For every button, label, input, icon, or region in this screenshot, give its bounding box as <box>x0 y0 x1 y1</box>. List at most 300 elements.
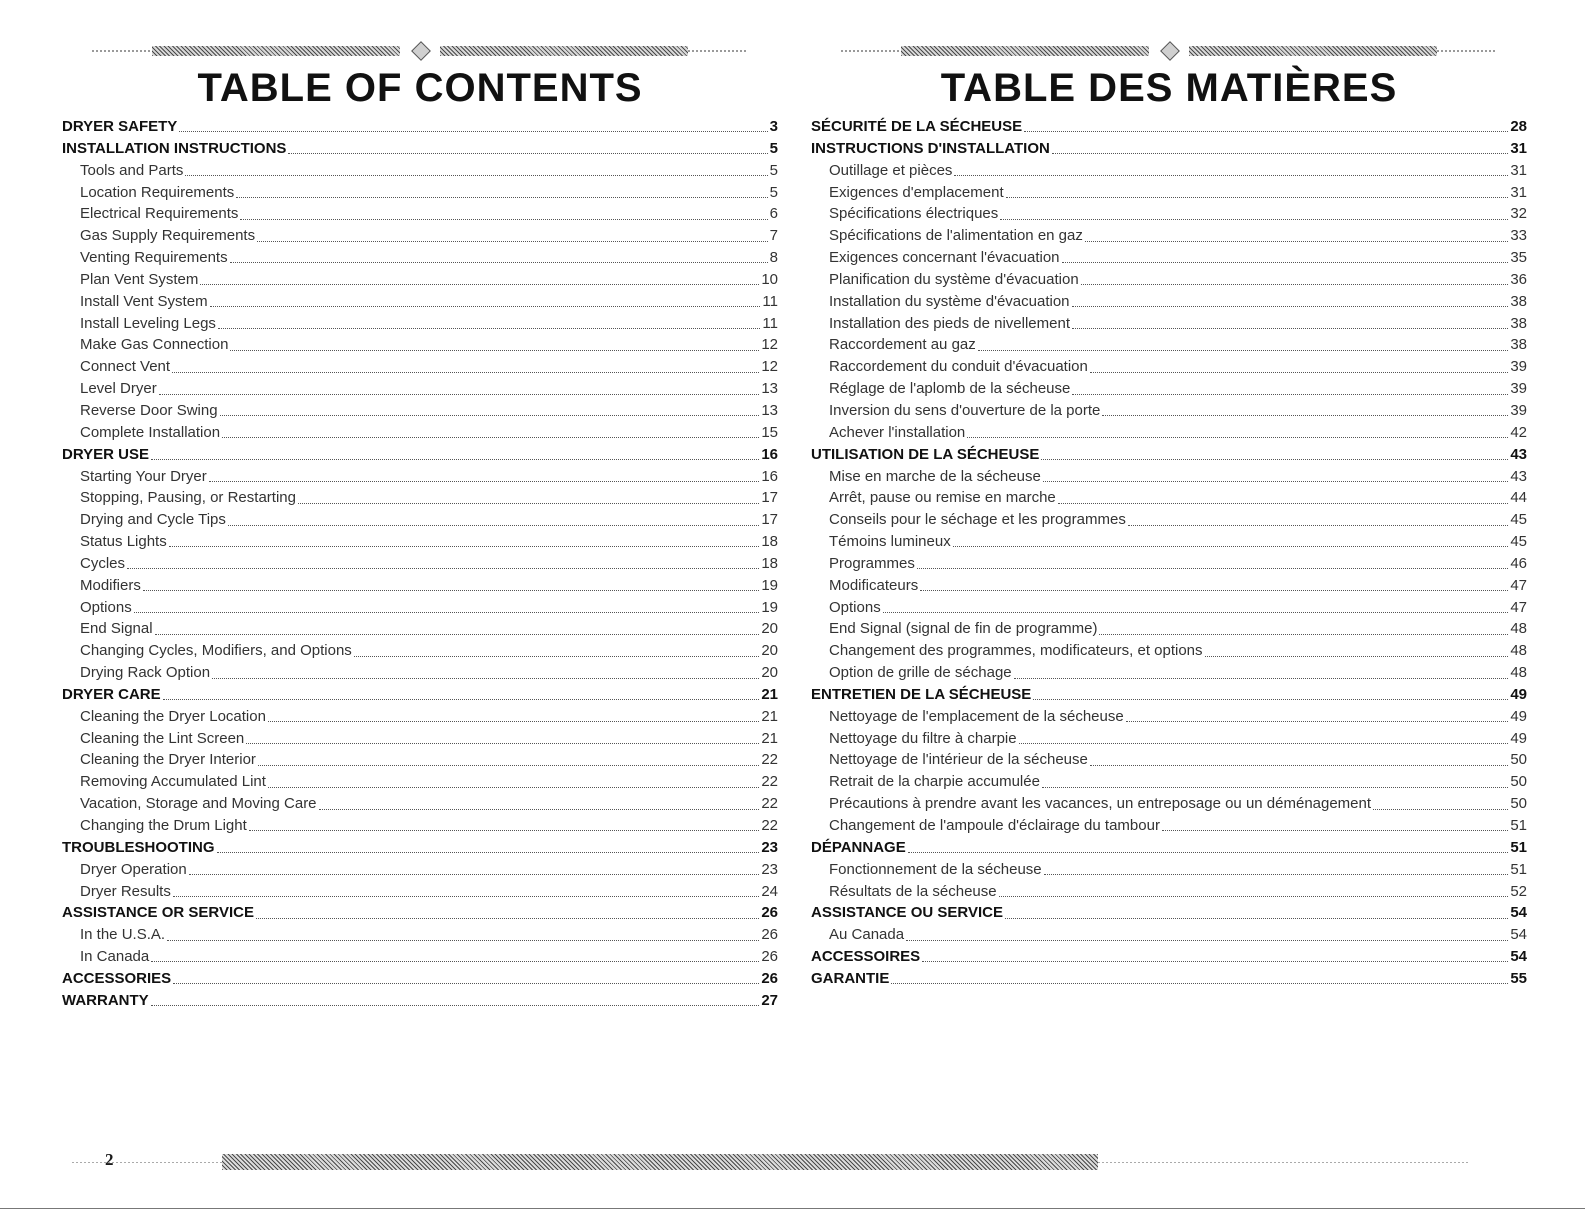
dot-leader <box>143 590 759 591</box>
dot-leader <box>268 787 759 788</box>
dot-leader <box>967 437 1508 438</box>
toc-subsection-entry[interactable] <box>62 618 778 640</box>
dot-leader <box>1102 415 1508 416</box>
toc-entry-page: 47 <box>1510 576 1527 594</box>
toc-entry-label: Modifiers <box>80 576 141 594</box>
toc-entry-label: Achever l'installation <box>829 423 966 441</box>
toc-entry-label: In Canada <box>80 948 150 966</box>
toc-entry-page: 45 <box>1510 511 1527 529</box>
toc-entry-page: 52 <box>1510 882 1527 900</box>
toc-subsection-entry[interactable] <box>811 378 1527 400</box>
dot-leader <box>167 940 759 941</box>
dot-leader <box>920 590 1508 591</box>
toc-entry-label: INSTALLATION INSTRUCTIONS <box>62 139 287 157</box>
toc-entry-page: 20 <box>761 642 778 660</box>
toc-entry-label: Exigences d'emplacement <box>829 183 1004 201</box>
toc-section-entry[interactable] <box>811 444 1527 466</box>
toc-subsection-entry[interactable] <box>62 422 778 444</box>
dot-leader <box>1072 328 1508 329</box>
toc-subsection-entry[interactable] <box>811 881 1527 903</box>
toc-entry-label: Location Requirements <box>80 183 235 201</box>
toc-entry-label: Cleaning the Lint Screen <box>80 729 245 747</box>
toc-entry-page: 54 <box>1510 904 1527 922</box>
toc-subsection-entry[interactable] <box>811 531 1527 553</box>
toc-entry-label: Nettoyage du filtre à charpie <box>829 729 1017 747</box>
toc-subsection-entry[interactable] <box>811 618 1527 640</box>
toc-subsection-entry[interactable] <box>811 662 1527 684</box>
dot-leader <box>169 546 760 547</box>
toc-entry-page: 44 <box>1510 489 1527 507</box>
dot-leader <box>954 175 1508 176</box>
toc-section-entry[interactable] <box>62 444 778 466</box>
toc-entry-page: 20 <box>761 620 778 638</box>
toc-subsection-entry[interactable] <box>62 706 778 728</box>
toc-subsection-entry[interactable] <box>811 334 1527 356</box>
diamond-ornament-icon <box>411 41 431 61</box>
toc-subsection-entry[interactable] <box>811 422 1527 444</box>
toc-entry-page: 22 <box>761 795 778 813</box>
toc-entry-label: Changement des programmes, modificateurs, et options <box>829 642 1203 660</box>
toc-subsection-entry[interactable] <box>811 728 1527 750</box>
toc-section-entry[interactable] <box>811 116 1527 138</box>
toc-entry-label: ASSISTANCE OR SERVICE <box>62 904 254 922</box>
toc-entry-label: Retrait de la charpie accumulée <box>829 773 1040 791</box>
toc-entry-label: Arrêt, pause ou remise en marche <box>829 489 1056 507</box>
toc-entry-label: ACCESSORIES <box>62 969 172 987</box>
toc-subsection-entry[interactable] <box>811 400 1527 422</box>
toc-section-entry[interactable] <box>811 138 1527 160</box>
toc-subsection-entry[interactable] <box>62 356 778 378</box>
dot-leader <box>151 459 759 460</box>
dot-leader <box>1005 918 1508 919</box>
toc-entry-label: Cycles <box>80 554 126 572</box>
toc-entry-page: 12 <box>761 336 778 354</box>
dot-leader <box>891 983 1508 984</box>
dot-leader <box>134 612 760 613</box>
toc-entry-label: End Signal (signal de fin de programme) <box>829 620 1098 638</box>
dot-leader <box>249 830 760 831</box>
toc-entry-page: 54 <box>1510 926 1527 944</box>
dot-leader <box>1072 394 1508 395</box>
toc-entry-page: 48 <box>1510 664 1527 682</box>
english-column <box>62 40 778 1012</box>
toc-entry-page: 38 <box>1510 292 1527 310</box>
toc-title-english: TABLE OF CONTENTS <box>197 66 643 110</box>
toc-subsection-entry[interactable] <box>62 378 778 400</box>
toc-title-french: TABLE DES MATIÈRES <box>940 66 1398 110</box>
toc-entry-label: Status Lights <box>80 533 167 551</box>
toc-entry-page: 42 <box>1510 423 1527 441</box>
toc-entry-label: Venting Requirements <box>80 249 228 267</box>
toc-section-entry[interactable] <box>811 968 1527 990</box>
toc-entry-page: 26 <box>761 969 778 987</box>
toc-entry-label: Reverse Door Swing <box>80 401 218 419</box>
toc-subsection-entry[interactable] <box>62 225 778 247</box>
toc-subsection-entry[interactable] <box>811 749 1527 771</box>
toc-entry-label: Drying and Cycle Tips <box>80 511 226 529</box>
toc-entry-page: 23 <box>761 860 778 878</box>
toc-subsection-entry[interactable] <box>811 313 1527 335</box>
toc-subsection-entry[interactable] <box>62 575 778 597</box>
toc-subsection-entry[interactable] <box>62 597 778 619</box>
toc-subsection-entry[interactable] <box>811 160 1527 182</box>
toc-subsection-entry[interactable] <box>811 356 1527 378</box>
toc-entry-page: 49 <box>1510 685 1527 703</box>
dot-leader <box>1000 219 1508 220</box>
dot-leader <box>220 415 760 416</box>
toc-entry-label: DRYER USE <box>62 445 149 463</box>
toc-subsection-entry[interactable] <box>62 662 778 684</box>
toc-entry-page: 16 <box>761 467 778 485</box>
toc-entry-label: Installation du système d'évacuation <box>829 292 1070 310</box>
toc-entry-page: 51 <box>1510 838 1527 856</box>
toc-entry-label: WARRANTY <box>62 991 149 1009</box>
toc-entry-label: Outillage et pièces <box>829 161 953 179</box>
toc-entry-label: Nettoyage de l'intérieur de la sécheuse <box>829 751 1088 769</box>
dot-leader <box>200 284 759 285</box>
toc-subsection-entry[interactable] <box>62 182 778 204</box>
toc-entry-page: 16 <box>761 445 778 463</box>
toc-subsection-entry[interactable] <box>811 466 1527 488</box>
dot-leader <box>236 197 767 198</box>
toc-section-entry[interactable] <box>62 990 778 1012</box>
toc-entry-label: GARANTIE <box>811 969 890 987</box>
dot-leader <box>228 525 759 526</box>
toc-subsection-entry[interactable] <box>62 640 778 662</box>
dot-leader <box>212 678 759 679</box>
toc-subsection-entry[interactable] <box>62 924 778 946</box>
toc-entry-page: 46 <box>1510 554 1527 572</box>
toc-entry-label: Removing Accumulated Lint <box>80 773 266 791</box>
toc-entry-page: 38 <box>1510 314 1527 332</box>
dot-leader <box>268 721 759 722</box>
toc-entry-page: 35 <box>1510 249 1527 267</box>
toc-entry-page: 50 <box>1510 751 1527 769</box>
toc-entry-label: Complete Installation <box>80 423 221 441</box>
toc-entry-page: 15 <box>761 423 778 441</box>
dot-leader <box>1044 874 1509 875</box>
toc-entry-page: 22 <box>761 751 778 769</box>
toc-entry-page: 5 <box>769 183 778 201</box>
toc-entry-label: Install Leveling Legs <box>80 314 216 332</box>
toc-entry-page: 21 <box>761 685 778 703</box>
toc-entry-page: 50 <box>1510 773 1527 791</box>
toc-entry-page: 5 <box>769 139 778 157</box>
toc-entry-page: 50 <box>1510 795 1527 813</box>
dot-leader <box>1058 503 1509 504</box>
toc-entry-page: 26 <box>761 948 778 966</box>
toc-subsection-entry[interactable] <box>811 487 1527 509</box>
toc-subsection-entry[interactable] <box>62 400 778 422</box>
dot-leader <box>999 896 1509 897</box>
toc-section-entry[interactable] <box>62 138 778 160</box>
header-ornament <box>811 40 1527 62</box>
toc-entry-label: Réglage de l'aplomb de la sécheuse <box>829 380 1071 398</box>
dot-leader <box>185 175 767 176</box>
toc-entry-page: 31 <box>1510 139 1527 157</box>
toc-entry-label: Exigences concernant l'évacuation <box>829 249 1060 267</box>
dot-leader <box>257 241 768 242</box>
toc-entry-page: 51 <box>1510 860 1527 878</box>
toc-entry-page: 17 <box>761 489 778 507</box>
toc-section-entry[interactable] <box>811 837 1527 859</box>
dot-leader <box>230 262 768 263</box>
toc-subsection-entry[interactable] <box>811 247 1527 269</box>
toc-entry-label: Changing the Drum Light <box>80 817 247 834</box>
toc-entry-page: 32 <box>1510 205 1527 223</box>
toc-subsection-entry[interactable] <box>811 553 1527 575</box>
toc-entry-page: 48 <box>1510 620 1527 638</box>
toc-entry-label: Mise en marche de la sécheuse <box>829 467 1041 485</box>
toc-entry-page: 39 <box>1510 358 1527 376</box>
dot-leader <box>210 306 761 307</box>
dot-leader <box>155 634 760 635</box>
toc-entry-label: DRYER CARE <box>62 685 161 703</box>
toc-subsection-entry[interactable] <box>62 881 778 903</box>
toc-entry-label: ACCESSOIRES <box>811 948 921 966</box>
toc-entry-page: 13 <box>761 380 778 398</box>
toc-subsection-entry[interactable] <box>811 859 1527 881</box>
toc-subsection-entry[interactable] <box>811 225 1527 247</box>
toc-subsection-entry[interactable] <box>811 269 1527 291</box>
dot-leader <box>917 568 1508 569</box>
toc-entry-label: Drying Rack Option <box>80 664 211 682</box>
toc-entry-page: 10 <box>761 270 778 288</box>
toc-subsection-entry[interactable] <box>62 334 778 356</box>
toc-subsection-entry[interactable] <box>62 160 778 182</box>
dot-leader <box>1072 306 1509 307</box>
dot-leader <box>908 852 1509 853</box>
toc-entry-label: ASSISTANCE OU SERVICE <box>811 904 1003 922</box>
dot-leader <box>209 481 760 482</box>
toc-entry-label: Modificateurs <box>829 576 919 594</box>
toc-entry-label: Option de grille de séchage <box>829 664 1012 682</box>
dot-leader <box>240 219 767 220</box>
dot-leader <box>127 568 759 569</box>
dot-leader <box>222 437 759 438</box>
toc-entry-page: 49 <box>1510 707 1527 725</box>
dot-leader <box>1006 197 1509 198</box>
toc-entry-page: 28 <box>1510 118 1527 135</box>
toc-entry-page: 54 <box>1510 948 1527 966</box>
toc-entry-label: DRYER SAFETY <box>62 118 178 135</box>
dot-leader <box>217 852 760 853</box>
toc-entry-label: Inversion du sens d'ouverture de la porte <box>829 401 1101 419</box>
toc-section-entry[interactable] <box>62 968 778 990</box>
dot-leader <box>1128 525 1508 526</box>
toc-entry-page: 11 <box>762 314 778 332</box>
toc-entry-label: Dryer Results <box>80 882 171 900</box>
toc-entry-label: SÉCURITÉ DE LA SÉCHEUSE <box>811 118 1023 135</box>
dot-leader <box>246 743 759 744</box>
toc-subsection-entry[interactable] <box>62 531 778 553</box>
toc-subsection-entry[interactable] <box>62 203 778 225</box>
toc-entry-label: Précautions à prendre avant les vacances, un entreposage ou un déménagement <box>829 795 1372 813</box>
toc-subsection-entry[interactable] <box>62 793 778 815</box>
toc-subsection-entry[interactable] <box>811 771 1527 793</box>
toc-subsection-entry[interactable] <box>62 487 778 509</box>
toc-subsection-entry[interactable] <box>62 466 778 488</box>
toc-entry-label: Connect Vent <box>80 358 171 376</box>
toc-entry-label: Au Canada <box>829 926 905 944</box>
toc-list-english <box>62 116 778 1012</box>
toc-entry-label: Spécifications électriques <box>829 205 999 223</box>
toc-subsection-entry[interactable] <box>811 640 1527 662</box>
toc-entry-page: 22 <box>761 817 778 834</box>
dot-leader <box>173 983 759 984</box>
dot-leader <box>1081 284 1509 285</box>
toc-subsection-entry[interactable] <box>811 793 1527 815</box>
dot-leader <box>883 612 1509 613</box>
dot-leader <box>218 328 760 329</box>
dot-leader <box>179 131 767 132</box>
dot-leader <box>1373 809 1508 810</box>
toc-entry-label: Raccordement au gaz <box>829 336 976 354</box>
toc-subsection-entry[interactable] <box>811 203 1527 225</box>
toc-subsection-entry[interactable] <box>62 269 778 291</box>
header-ornament <box>62 40 778 62</box>
toc-entry-label: UTILISATION DE LA SÉCHEUSE <box>811 445 1040 463</box>
toc-subsection-entry[interactable] <box>62 946 778 968</box>
toc-section-entry[interactable] <box>62 902 778 924</box>
toc-entry-label: DÉPANNAGE <box>811 838 906 856</box>
toc-entry-page: 23 <box>761 838 778 856</box>
toc-entry-label: Stopping, Pausing, or Restarting <box>80 489 296 507</box>
toc-entry-page: 13 <box>761 401 778 419</box>
dot-leader <box>1090 372 1508 373</box>
toc-entry-page: 31 <box>1510 183 1527 201</box>
toc-entry-page: 49 <box>1510 729 1527 747</box>
dot-leader <box>922 961 1508 962</box>
toc-subsection-entry[interactable] <box>62 553 778 575</box>
toc-entry-label: Level Dryer <box>80 380 157 398</box>
toc-entry-label: Electrical Requirements <box>80 205 239 223</box>
toc-subsection-entry[interactable] <box>62 859 778 881</box>
toc-subsection-entry[interactable] <box>62 247 778 269</box>
dot-leader <box>354 656 760 657</box>
toc-entry-page: 33 <box>1510 227 1527 245</box>
toc-entry-label: TROUBLESHOOTING <box>62 838 215 856</box>
dot-leader <box>173 896 759 897</box>
toc-entry-label: Dryer Operation <box>80 860 187 878</box>
toc-section-entry[interactable] <box>811 902 1527 924</box>
toc-entry-page: 31 <box>1510 161 1527 179</box>
dot-leader <box>151 961 759 962</box>
toc-entry-page: 11 <box>762 292 778 310</box>
toc-entry-page: 45 <box>1510 533 1527 551</box>
toc-entry-page: 43 <box>1510 445 1527 463</box>
toc-entry-label: INSTRUCTIONS D'INSTALLATION <box>811 139 1050 157</box>
toc-entry-label: Raccordement du conduit d'évacuation <box>829 358 1088 376</box>
dot-leader <box>1052 153 1508 154</box>
toc-entry-label: Fonctionnement de la sécheuse <box>829 860 1042 878</box>
toc-subsection-entry[interactable] <box>62 749 778 771</box>
toc-entry-page: 51 <box>1510 817 1527 834</box>
dot-leader <box>151 1005 760 1006</box>
toc-subsection-entry[interactable] <box>811 815 1527 837</box>
toc-entry-label: In the U.S.A. <box>80 926 166 944</box>
toc-entry-label: Témoins lumineux <box>829 533 951 551</box>
toc-entry-label: Installation des pieds de nivellement <box>829 314 1070 332</box>
toc-entry-page: 26 <box>761 904 778 922</box>
toc-subsection-entry[interactable] <box>62 509 778 531</box>
toc-entry-label: Conseils pour le séchage et les programmes <box>829 511 1126 529</box>
dot-leader <box>1090 765 1508 766</box>
toc-subsection-entry[interactable] <box>811 575 1527 597</box>
footer-rule <box>1098 1162 1468 1163</box>
toc-subsection-entry[interactable] <box>811 182 1527 204</box>
toc-section-entry[interactable] <box>62 684 778 706</box>
bottom-divider <box>0 1208 1585 1209</box>
toc-subsection-entry[interactable] <box>62 728 778 750</box>
toc-entry-page: 19 <box>761 598 778 616</box>
toc-entry-page: 43 <box>1510 467 1527 485</box>
dot-leader <box>256 918 759 919</box>
dot-leader <box>1099 634 1508 635</box>
toc-subsection-entry[interactable] <box>811 924 1527 946</box>
toc-entry-label: Nettoyage de l'emplacement de la sécheuse <box>829 707 1124 725</box>
dot-leader <box>1014 678 1509 679</box>
toc-entry-label: End Signal <box>80 620 153 638</box>
dot-leader <box>319 809 760 810</box>
toc-entry-page: 38 <box>1510 336 1527 354</box>
toc-entry-page: 39 <box>1510 401 1527 419</box>
toc-entry-page: 21 <box>761 707 778 725</box>
toc-entry-label: Vacation, Storage and Moving Care <box>80 795 317 813</box>
dot-leader <box>978 350 1509 351</box>
toc-entry-page: 8 <box>769 249 778 267</box>
toc-entry-page: 5 <box>769 161 778 179</box>
toc-entry-page: 12 <box>761 358 778 376</box>
toc-entry-label: Make Gas Connection <box>80 336 229 354</box>
dot-leader <box>906 940 1508 941</box>
toc-entry-label: Planification du système d'évacuation <box>829 270 1079 288</box>
toc-subsection-entry[interactable] <box>62 291 778 313</box>
toc-entry-page: 18 <box>761 554 778 572</box>
page-footer <box>0 1150 1585 1180</box>
toc-subsection-entry[interactable] <box>811 509 1527 531</box>
toc-entry-label: Changement de l'ampoule d'éclairage du tambour <box>829 817 1160 834</box>
toc-section-entry[interactable] <box>811 684 1527 706</box>
toc-section-entry[interactable] <box>62 116 778 138</box>
footer-rule <box>72 1162 222 1163</box>
toc-list-french <box>811 116 1527 990</box>
toc-subsection-entry[interactable] <box>811 706 1527 728</box>
dot-leader <box>189 874 760 875</box>
dot-leader <box>230 350 759 351</box>
toc-entry-page: 22 <box>761 773 778 791</box>
dot-leader <box>172 372 759 373</box>
toc-section-entry[interactable] <box>811 946 1527 968</box>
toc-entry-page: 47 <box>1510 598 1527 616</box>
toc-entry-label: Gas Supply Requirements <box>80 227 256 245</box>
toc-subsection-entry[interactable] <box>811 597 1527 619</box>
toc-entry-label: Tools and Parts <box>80 161 184 179</box>
toc-entry-page: 27 <box>761 991 778 1009</box>
dot-leader <box>1126 721 1509 722</box>
dot-leader <box>1062 262 1509 263</box>
toc-subsection-entry[interactable] <box>811 291 1527 313</box>
footer-band <box>222 1154 1098 1170</box>
dot-leader <box>1041 459 1508 460</box>
toc-section-entry[interactable] <box>62 837 778 859</box>
toc-subsection-entry[interactable] <box>62 313 778 335</box>
toc-subsection-entry[interactable] <box>62 771 778 793</box>
dot-leader <box>1162 830 1508 831</box>
dot-leader <box>1019 743 1509 744</box>
toc-entry-page: 36 <box>1510 270 1527 288</box>
toc-subsection-entry[interactable] <box>62 815 778 837</box>
